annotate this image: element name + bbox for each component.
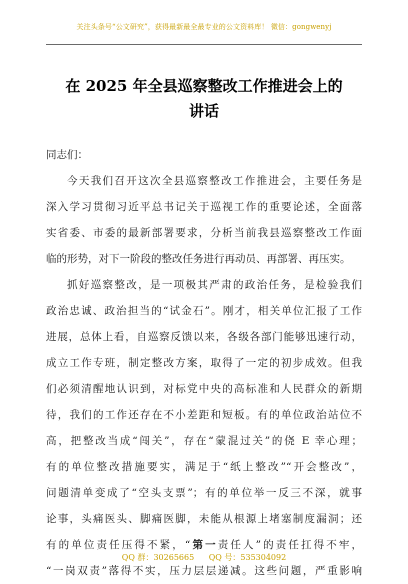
body-line: 政治忠诚、政治担当的“试金石”。刚才，相关单位汇报了工作 [46,305,362,317]
footer-qq-group: QQ 群：30265665 [121,553,195,562]
document-title [46,74,362,124]
body-line: 待，我们的工作还存在不小差距和短板。有的单位政治站位不 [46,409,362,421]
body-line: 成立工作专班，制定整改方案，取得了一定的初步成效。但我 [46,357,362,369]
document-body [46,168,362,584]
body-line: 高，把整改当成“闯关”，存在“蒙混过关”的侥 E 幸心理； [46,435,362,447]
body-line: 实省委、市委的最新部署要求，分析当前我县巡察整改工作面 [46,227,362,239]
body-line: 今天我们召开这次全县巡察整改工作推进会，主要任务是 [67,175,362,187]
footer-qq-number: QQ 号：535304092 [208,553,287,562]
body-line: 们必须清醒地认识到，对标党中央的高标准和人民群众的新期 [46,383,362,395]
header-notice: 关注头条号“公文研究”，获得最新最全最专业的公文资料库！ 微信：gongwenyj [76,23,332,31]
body-line: 有的单位责任压得不紧，“第一责任人”的责任扛得不牢， [46,539,363,551]
body-line: 问题清单变成了“空头支票”；有的单位举一反三不深，就事 [46,487,362,499]
title-line-2: 讲话 [188,102,219,120]
body-line: 论事，头痛医头、脚痛医脚，未能从根源上堵塞制度漏洞；还 [46,513,362,525]
body-line: 进展，总体上看，自巡察反馈以来，各级各部门能够迅速行动， [46,331,362,343]
emphasized-text: 第一 [190,539,218,551]
body-line: 抓好巡察整改，是一项极其严肃的政治任务，是检验我们 [67,279,362,291]
header-divider [46,44,362,45]
body-line: 深入学习贯彻习近平总书记关于巡视工作的重要论述，全面落 [46,201,362,213]
footer-contact [0,552,408,563]
body-line: 有的单位整改措施要实，满足于“纸上整改”“开会整改”， [46,461,362,473]
body-line: 临的形势，对下一阶段的整改任务进行再动员、再部署、再压实。 [46,253,351,265]
body-line: “一岗双责”落得不实，压力层层递减。这些问题，严重影响 [46,565,362,577]
salutation: 同志们： [46,149,88,161]
title-line-1: 在 2025 年全县巡察整改工作推进会上的 [65,77,343,95]
